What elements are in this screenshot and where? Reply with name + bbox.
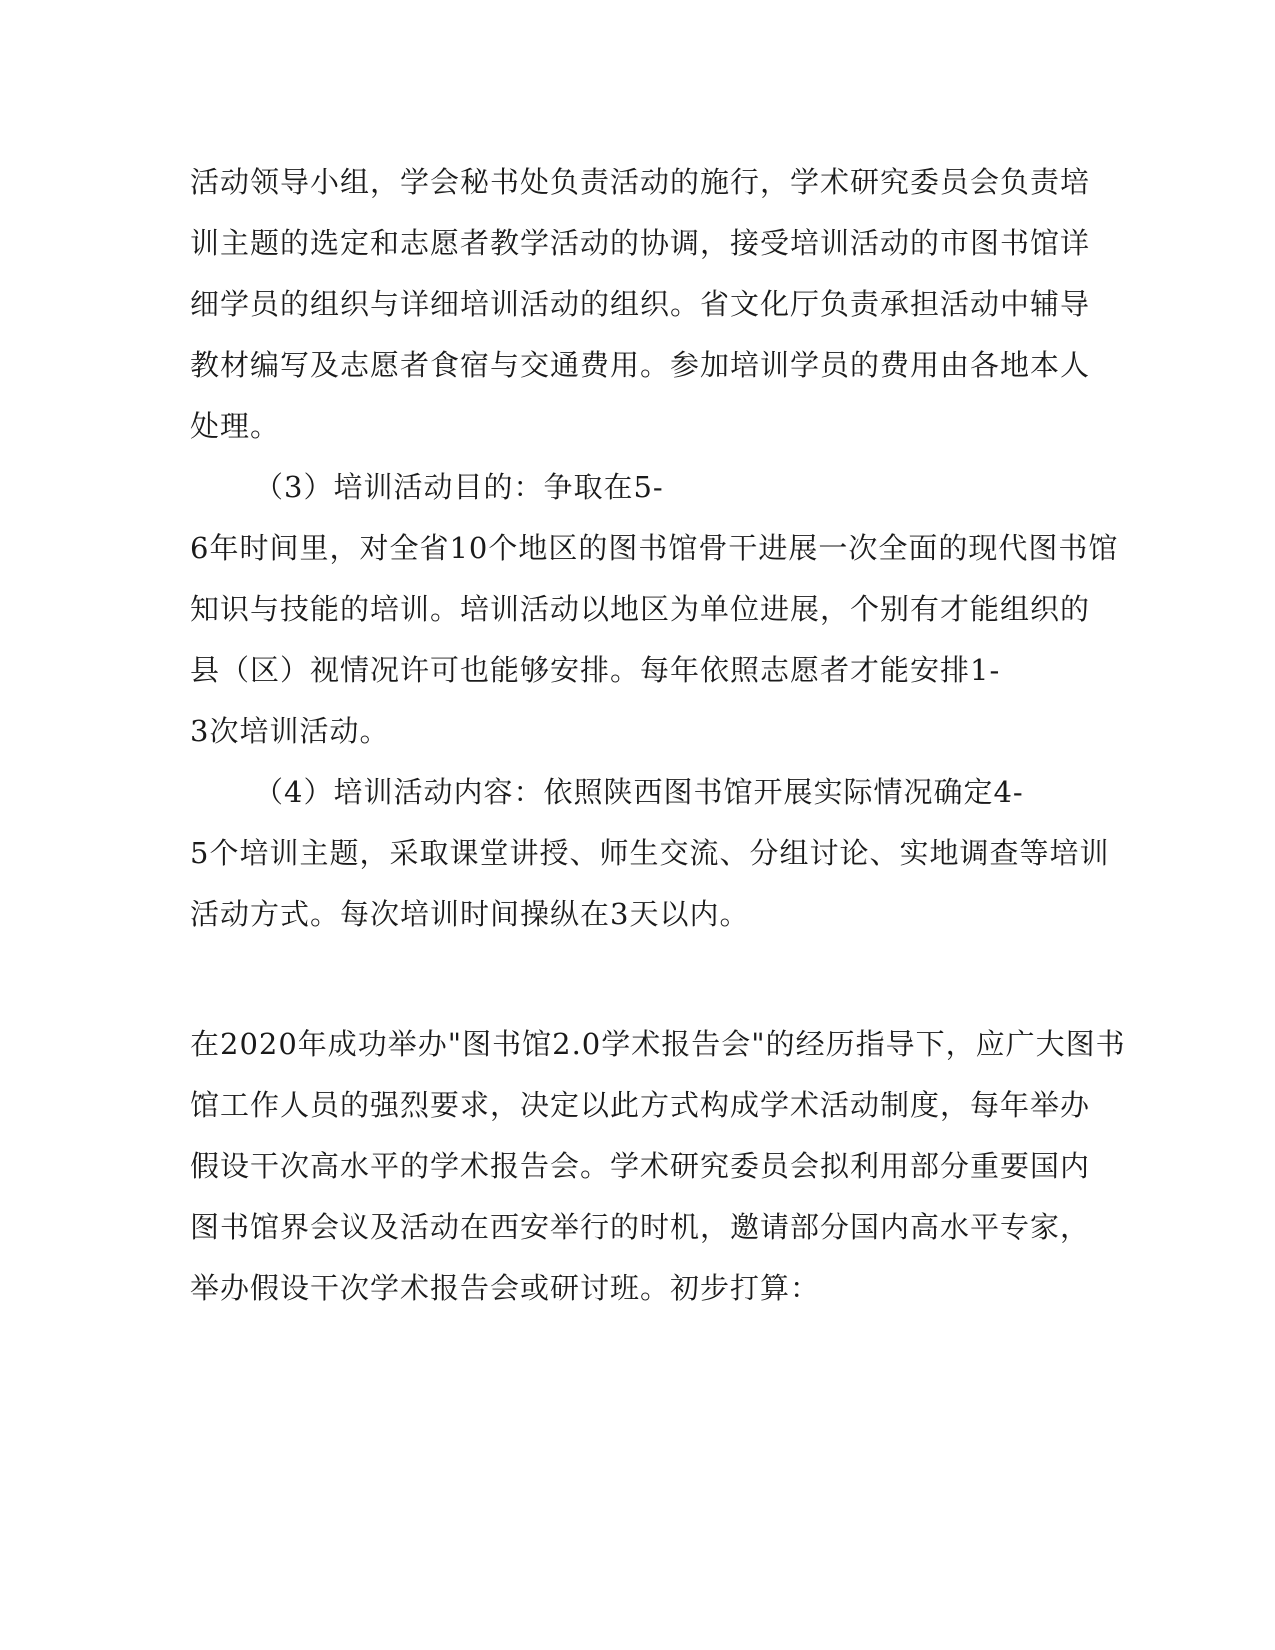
text-line: （3）培训活动目的：争取在5- [254, 470, 664, 504]
text-line: 处理。 [190, 409, 281, 443]
text-line: 3次培训活动。 [190, 714, 390, 748]
text-line: 假设干次高水平的学术报告会。学术研究委员会拟利用部分重要国内 [190, 1149, 1091, 1183]
text-line: （4）培训活动内容：依照陕西图书馆开展实际情况确定4- [254, 775, 1024, 809]
text-line: 细学员的组织与详细培训活动的组织。省文化厅负责承担活动中辅导 [190, 287, 1091, 321]
text-line: 6年时间里，对全省10个地区的图书馆骨干进展一次全面的现代图书馆 [190, 531, 1119, 565]
text-line: 教材编写及志愿者食宿与交通费用。参加培训学员的费用由各地本人 [190, 348, 1091, 382]
text-line: 活动方式。每次培训时间操纵在3天以内。 [190, 897, 750, 931]
text-line: 举办假设干次学术报告会或研讨班。初步打算： [190, 1271, 821, 1305]
text-line: 图书馆界会议及活动在西安举行的时机，邀请部分国内高水平专家， [190, 1210, 1091, 1244]
text-line: 训主题的选定和志愿者教学活动的协调，接受培训活动的市图书馆详 [190, 226, 1091, 260]
text-line: 知识与技能的培训。培训活动以地区为单位进展，个别有才能组织的 [190, 592, 1091, 626]
text-line: 活动领导小组，学会秘书处负责活动的施行，学术研究委员会负责培 [190, 165, 1091, 199]
text-line: 县（区）视情况许可也能够安排。每年依照志愿者才能安排1- [190, 653, 1001, 687]
text-line: 在2020年成功举办"图书馆2.0学术报告会"的经历指导下，应广大图书 [190, 1027, 1126, 1061]
text-line: 5个培训主题，采取课堂讲授、师生交流、分组讨论、实地调查等培训 [190, 836, 1110, 870]
text-line: 馆工作人员的强烈要求，决定以此方式构成学术活动制度，每年举办 [190, 1088, 1091, 1122]
